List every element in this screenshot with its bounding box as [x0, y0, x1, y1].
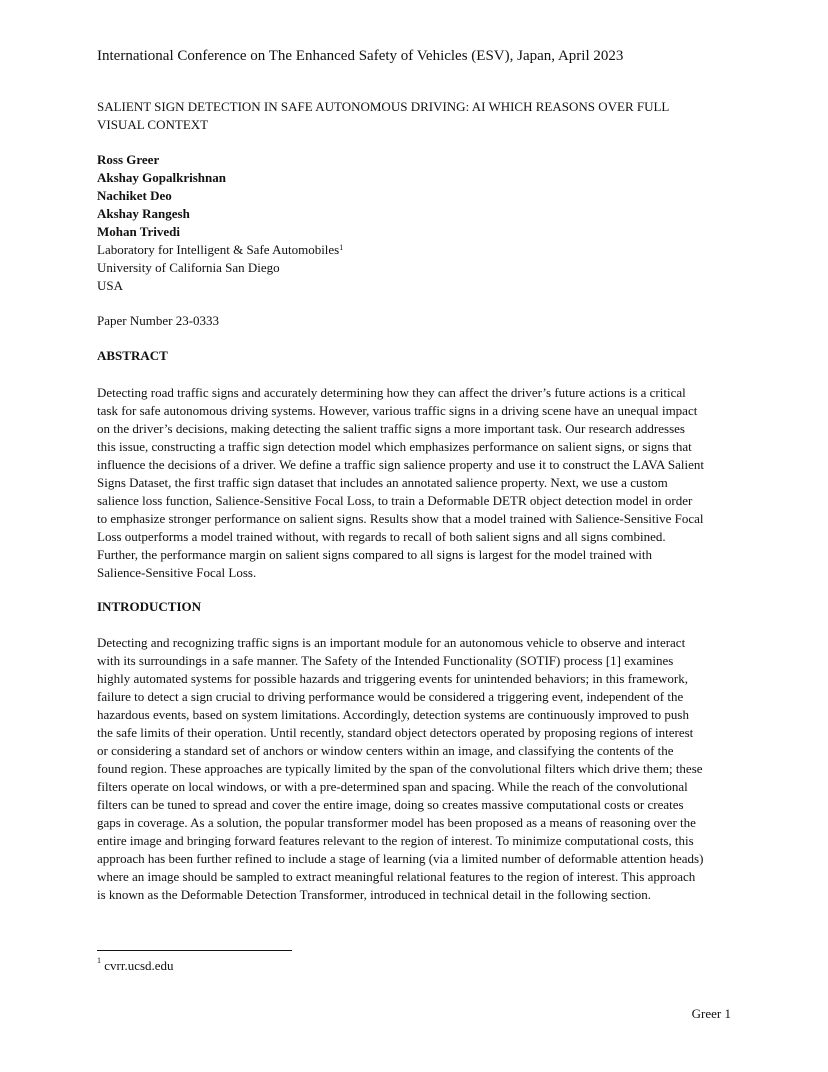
text-line: task for safe autonomous driving systems. However, various traffic signs in a driving scene have an unequal impact — [97, 403, 698, 418]
text-line: this issue, constructing a traffic sign detection model which emphasizes performance on salient signs, or signs that — [97, 439, 692, 454]
text-line: hazardous events, based on system limitations. Accordingly, detection systems are continuously improved to push — [97, 707, 689, 722]
footnote — [97, 958, 174, 974]
author-name: Akshay Gopalkrishnan — [97, 170, 226, 185]
affiliation-country: USA — [97, 278, 124, 293]
text-line: Signs Dataset, the first traffic sign dataset that includes an annotated salience property. Next, we use a custom — [97, 475, 668, 490]
conference-header: International Conference on The Enhanced Safety of Vehicles (ESV), Japan, April 2023 — [97, 48, 624, 64]
author-name: Mohan Trivedi — [97, 224, 180, 239]
text-line: or considering a standard set of anchors or window centers within an image, and classifying the contents of the — [97, 743, 674, 758]
text-line: Further, the performance margin on salient signs compared to all signs is largest for the model trained with — [97, 547, 652, 562]
text-line: where an image should be sampled to extract meaningful relational features to the region of interest. This approach — [97, 869, 696, 884]
text-line: the safe limits of their operation. Until recently, standard object detectors operated by proposing regions of interest — [97, 725, 694, 740]
text-line: influence the decisions of a driver. We define a traffic sign salience property and use it to construct the LAVA Salient — [97, 457, 705, 472]
abstract-heading: ABSTRACT — [97, 348, 168, 363]
introduction-body — [97, 634, 733, 904]
affiliation-university: University of California San Diego — [97, 260, 280, 275]
text-line: to emphasize stronger performance on salient signs. Results show that a model trained with Salience-Sensitive Focal — [97, 511, 704, 526]
text-line: filters operate on local windows, or with a pre-determined span and spacing. While the reach of the convolutional — [97, 779, 688, 794]
text-line: approach has been further refined to include a stage of learning (via a limited number of deformable attention heads) — [97, 851, 704, 866]
text-line: salience loss function, Salience-Sensitive Focal Loss, to train a Deformable DETR object detection model in order — [97, 493, 693, 508]
text-line: gaps in coverage. As a solution, the popular transformer model has been proposed as a means of reasoning over the — [97, 815, 696, 830]
abstract-body — [97, 384, 733, 582]
affiliation-lab: Laboratory for Intelligent & Safe Automobiles$^1$ — [97, 242, 344, 257]
text-line: failure to detect a sign crucial to driving performance would be considered a triggering event, independent of the — [97, 689, 684, 704]
footnote-mark: 1 — [339, 243, 344, 252]
text-line: entire image and bringing forward features relevant to the region of interest. To minimize computational costs, this — [97, 833, 694, 848]
author-name: Akshay Rangesh — [97, 206, 190, 221]
text-line: filters can be tuned to spread and cover the entire image, doing so creates massive computational costs or creates — [97, 797, 684, 812]
author-name: Ross Greer — [97, 152, 160, 167]
author-name: Nachiket Deo — [97, 188, 172, 203]
footnote-text: cvrr.ucsd.edu — [104, 958, 174, 973]
text-line: Salience-Sensitive Focal Loss. — [97, 565, 257, 580]
author-block — [97, 151, 343, 295]
text-line: Detecting and recognizing traffic signs is an important module for an autonomous vehicle to observe and interact — [97, 635, 686, 650]
introduction-heading: INTRODUCTION — [97, 599, 202, 614]
text-line: is known as the Deformable Detection Transformer, introduced in technical detail in the following section. — [97, 887, 652, 902]
text-line: Detecting road traffic signs and accurately determining how they can affect the driver’s future actions is a critical — [97, 385, 686, 400]
paper-number: Paper Number 23-0333 — [97, 313, 220, 328]
footnote-number: 1 — [97, 956, 101, 965]
paper-title: SALIENT SIGN DETECTION IN SAFE AUTONOMOUS DRIVING: AI WHICH REASONS OVER FULL VISUAL CONTEXT — [97, 99, 669, 132]
text-line: on the driver’s decisions, making detecting the salient traffic signs a more important task. Our research addresses — [97, 421, 685, 436]
text-line: found region. These approaches are typically limited by the span of the convolutional filters which drive them; these — [97, 761, 703, 776]
footnote-divider — [97, 950, 292, 951]
text-line: with its surroundings in a safe manner. The Safety of the Intended Functionality (SOTIF) process [1] examines — [97, 653, 674, 668]
text-line: Loss outperforms a model trained without, with regards to recall of both salient signs and all signs combined. — [97, 529, 666, 544]
page-footer: Greer 1 — [691, 1006, 731, 1021]
text-line: highly automated systems for possible hazards and triggering events for unintended behaviors; in this framework, — [97, 671, 688, 686]
